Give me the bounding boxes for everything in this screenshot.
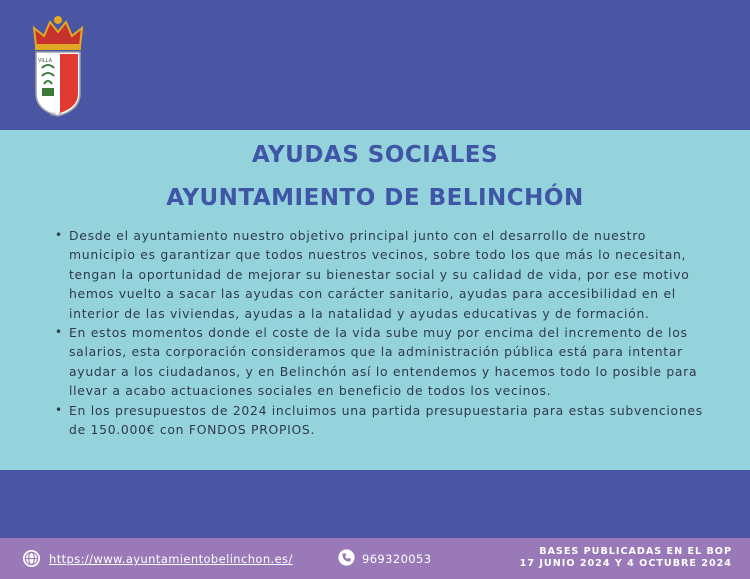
header-band [0,0,750,130]
globe-icon [22,549,41,568]
list-item-text: En los presupuestos de 2024 incluimos una partida presupuestaria para estas subvenciones de 150.000€ con FONDOS PROPIOS. [69,402,703,438]
lower-band [0,470,750,538]
bases-line-1: BASES PUBLICADAS EN EL BOP [539,546,732,557]
website-link[interactable]: https://www.ayuntamientobelinchon.es/ [49,552,293,566]
page-subtitle: AYUNTAMIENTO DE BELINCHÓN [166,185,584,211]
coat-of-arms-icon [30,14,86,118]
list-item [55,401,705,440]
list-item-text: En estos momentos donde el coste de la vida sube muy por encima del incremento de los salarios, esta corporación consideramos que la administración pública está para intentar ayudar a los ciudadanos, y en Belinchón así lo entendemos y hacemos todo lo posible para llevar a acabo actuaciones sociales en beneficio de todos los vecinos. [69,325,698,399]
bullet-icon: • [55,228,63,242]
bullet-icon: • [55,402,63,417]
phone-icon [338,549,355,566]
page-title: AYUDAS SOCIALES [251,142,499,168]
list-item-text: Desde el ayuntamiento nuestro objetivo principal junto con el desarrollo de nuestro municipio es garantizar que todos nuestros vecinos, sobre todo los que más lo necesitan, tengan la oportunidad de mejorar su bienestar social y su calidad de vida, por ese motivo hemos vuelto a sacar las ayudas con carácter sanitario, ayudas para accesibilidad en el interior de las viviendas, ayudas a la natalidad y ayudas educativas y de formación. [69,228,690,321]
info-list [55,226,705,439]
crest-base-text: BELIN [50,112,62,117]
bullet-icon: • [55,325,63,340]
crest-ribbon-text: VILLA [38,58,53,64]
bases-notice [520,546,732,570]
list-item [55,323,705,401]
list-item [55,226,705,323]
phone-number[interactable]: 969320053 [362,552,432,566]
bases-line-2: 17 JUNIO 2024 Y 4 OCTUBRE 2024 [519,558,732,569]
